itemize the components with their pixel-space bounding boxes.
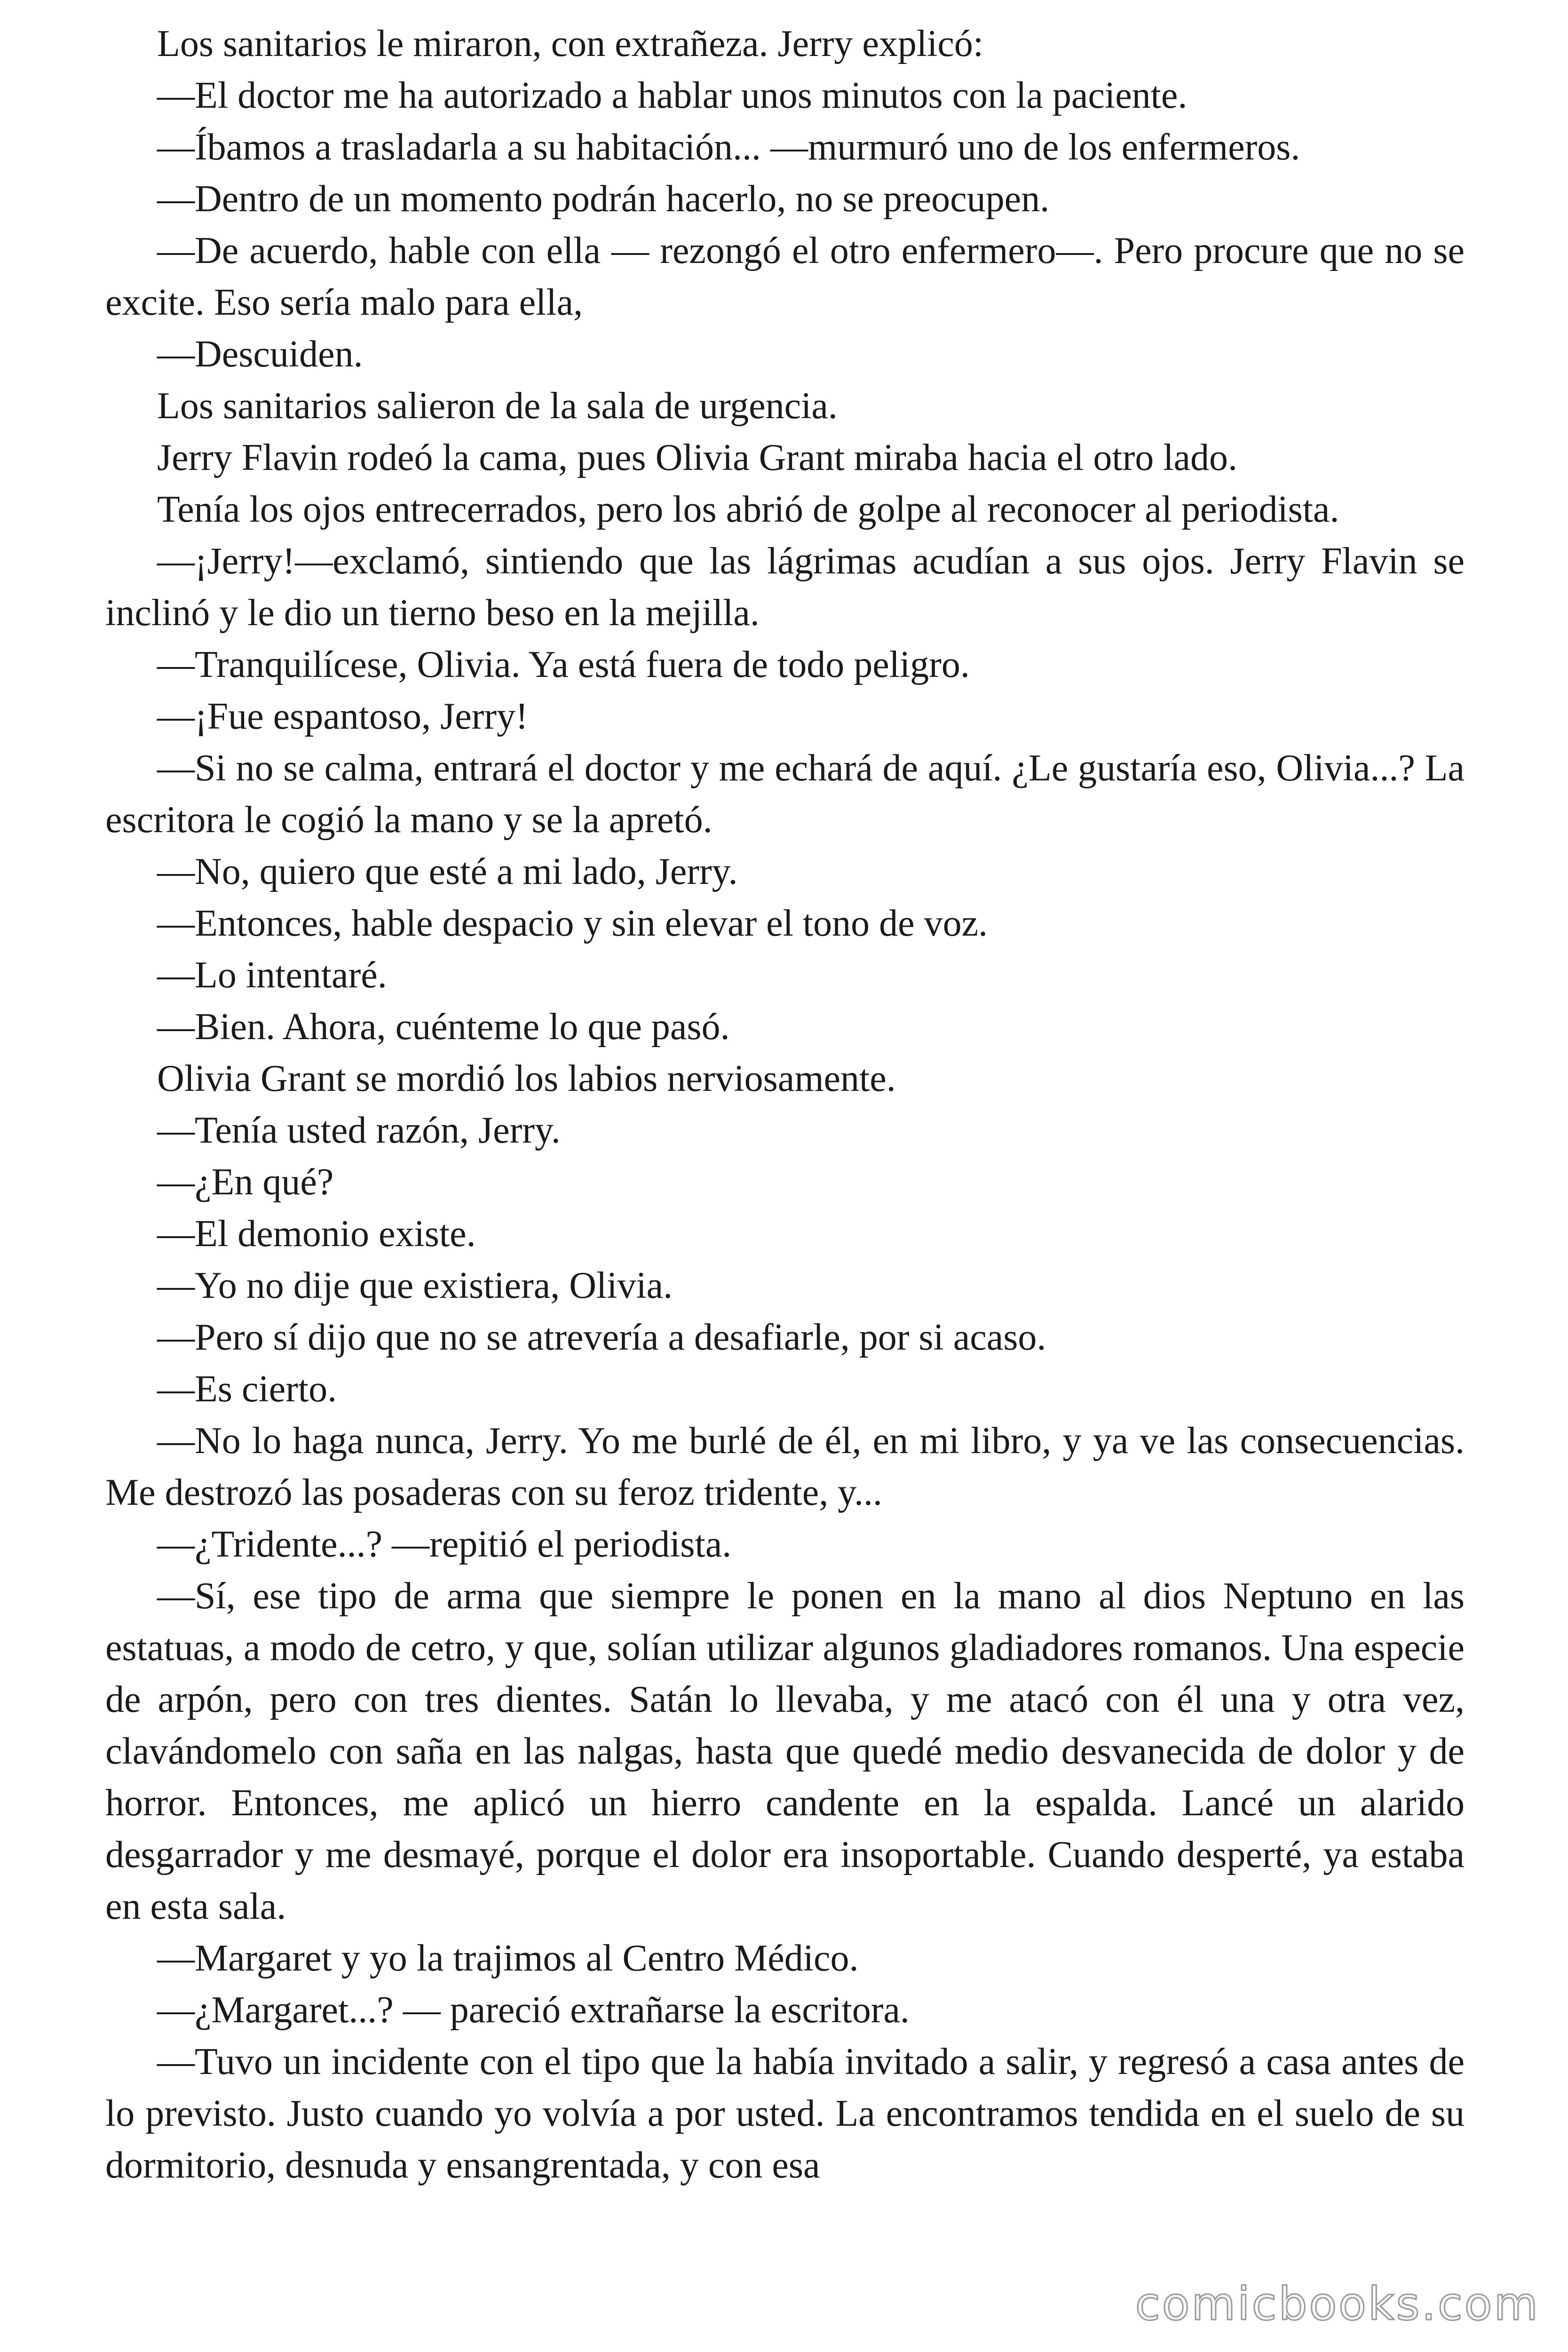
- paragraph: —Sí, ese tipo de arma que siempre le ponen en la mano al dios Neptuno en las estatuas, a modo de cetro, y que, solían utilizar algunos gladiadores romanos. Una especie de arpón, pero con tres dientes. Satán lo llevaba, y me atacó con él una y otra vez, clavándomelo con saña en las nalgas, hasta que quedé medio desvanecida de dolor y de horror. Entonces, me aplicó un hierro candente en la espalda. Lancé un alarido desgarrador y me desmayé, porque el dolor era insoportable. Cuando desperté, ya estaba en esta sala.: [105, 1575, 1465, 1927]
- paragraph: —El doctor me ha autorizado a hablar unos minutos con la paciente.: [157, 75, 1188, 116]
- paragraph: —Yo no dije que existiera, Olivia.: [157, 1265, 673, 1306]
- paragraph: —¿Tridente...? —repitió el periodista.: [157, 1524, 732, 1565]
- paragraph: —Bien. Ahora, cuénteme lo que pasó.: [157, 1006, 730, 1048]
- paragraph: —Tuvo un incidente con el tipo que la había invitado a salir, y regresó a casa antes de lo previsto. Justo cuando yo volvía a por usted. La encontramos tendida en el suelo de su dormitorio, desnuda y ensangrentada, y con esa: [105, 2041, 1465, 2186]
- paragraph: —Entonces, hable despacio y sin elevar el tono de voz.: [157, 903, 988, 944]
- paragraph: —No, quiero que esté a mi lado, Jerry.: [157, 851, 738, 892]
- paragraph: —¿Margaret...? — pareció extrañarse la escritora.: [157, 1989, 910, 2031]
- paragraph: —Dentro de un momento podrán hacerlo, no se preocupen.: [157, 178, 1050, 220]
- paragraph: —Íbamos a trasladarla a su habitación... —murmuró uno de los enfermeros.: [157, 127, 1300, 168]
- paragraph: —Descuiden.: [157, 334, 363, 375]
- paragraph: —No lo haga nunca, Jerry. Yo me burlé de él, en mi libro, y ya ve las consecuencias. Me destrozó las posaderas con su feroz tridente, y...: [105, 1420, 1465, 1513]
- paragraph: —¡Jerry!—exclamó, sintiendo que las lágrimas acudían a sus ojos. Jerry Flavin se inclinó y le dio un tierno beso en la mejilla.: [105, 540, 1465, 634]
- paragraph: —Tranquilícese, Olivia. Ya está fuera de todo peligro.: [157, 644, 970, 685]
- paragraph: —Margaret y yo la trajimos al Centro Médico.: [157, 1938, 859, 1979]
- paragraph: —El demonio existe.: [157, 1213, 476, 1255]
- paragraph: —Es cierto.: [157, 1368, 337, 1410]
- paragraph: —Tenía usted razón, Jerry.: [157, 1110, 561, 1151]
- paragraph: —Lo intentaré.: [157, 954, 387, 996]
- paragraph: Los sanitarios salieron de la sala de urgencia.: [157, 385, 838, 427]
- watermark: comicbooks.com: [1135, 2278, 1540, 2330]
- paragraph: —¿En qué?: [157, 1161, 334, 1203]
- paragraph: Los sanitarios le miraron, con extrañeza. Jerry explicó:: [157, 23, 984, 64]
- paragraph: Tenía los ojos entrecerrados, pero los abrió de golpe al reconocer al periodista.: [157, 489, 1339, 530]
- paragraph: Jerry Flavin rodeó la cama, pues Olivia Grant miraba hacia el otro lado.: [157, 437, 1237, 478]
- paragraph: —De acuerdo, hable con ella — rezongó el otro enfermero—. Pero procure que no se excite. Eso sería malo para ella,: [105, 230, 1465, 323]
- paragraph: Olivia Grant se mordió los labios nerviosamente.: [157, 1058, 896, 1099]
- paragraph: —Si no se calma, entrará el doctor y me echará de aquí. ¿Le gustaría eso, Olivia...? La escritora le cogió la mano y se la apretó.: [105, 747, 1465, 841]
- text-column: [105, 18, 1465, 2191]
- paragraph: —¡Fue espantoso, Jerry!: [157, 696, 528, 737]
- paragraph: —Pero sí dijo que no se atrevería a desafiarle, por si acaso.: [157, 1317, 1046, 1358]
